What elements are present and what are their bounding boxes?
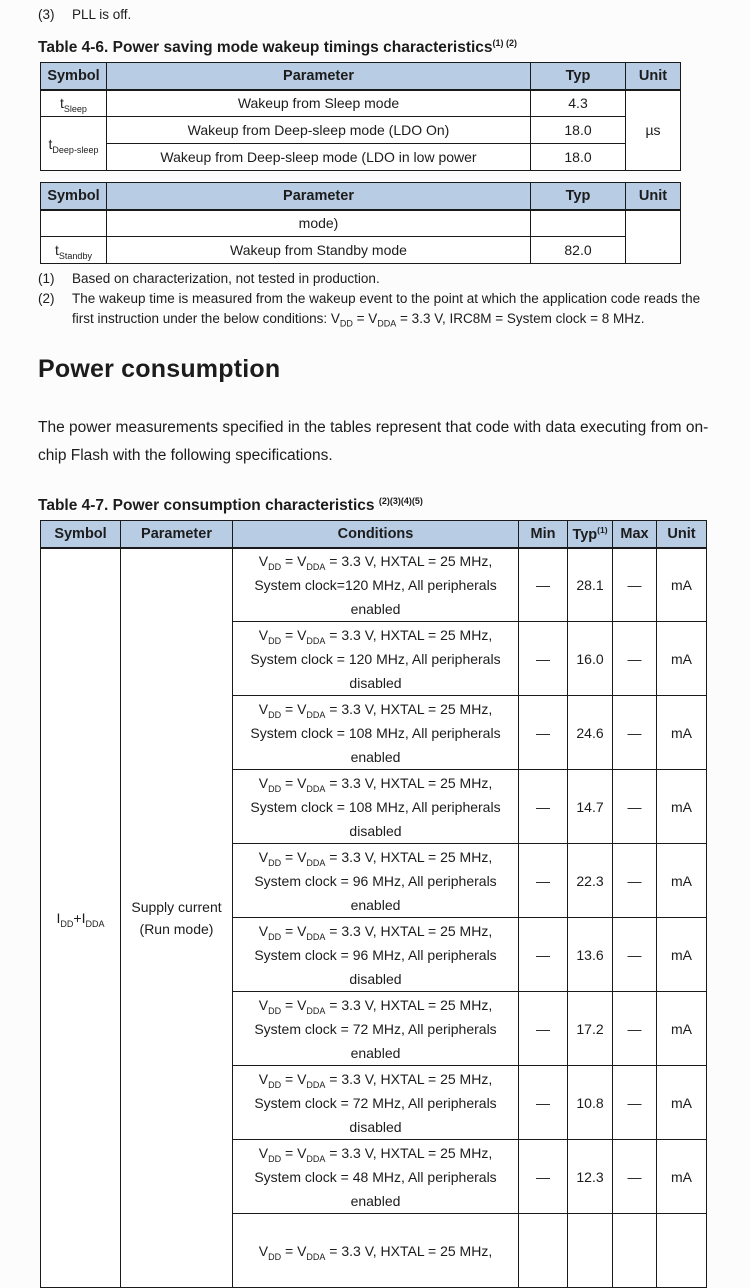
typ-cell: 12.3 [568,1140,613,1214]
note-number: (3) [38,7,55,22]
footnotes [38,269,712,329]
table-header-row [41,521,707,548]
footnote-2 [38,289,712,329]
max-cell: — [613,918,657,992]
typ-cell: 16.0 [568,622,613,696]
unit-cell: mA [657,1066,707,1140]
min-cell: — [519,548,568,622]
unit-cell: mA [657,696,707,770]
typ-cell: 18.0 [531,144,626,171]
conditions-cell: $V_{DD} = V_{DDA} = 3.3$ V, HXTAL = 25 MHz, System clock = 72 MHz, All peripherals enabled [233,992,519,1066]
typ-cell: 24.6 [568,696,613,770]
table-row [41,548,707,622]
table-4-7-title-footnote-refs: (2)(3)(4)(5) [378,496,423,507]
parameter-cell: mode) [107,210,531,237]
min-cell: — [519,770,568,844]
footnote-number: (1) [38,271,55,287]
note-pll-off [38,6,712,24]
table-4-6-continued [40,182,681,264]
unit-cell: mA [657,992,707,1066]
conditions-cell: $V_{DD} = V_{DDA} = 3.3$ V, HXTAL = 25 MHz, System clock = 108 MHz, All peripherals enabled [233,696,519,770]
conditions-cell: $V_{DD} = V_{DDA} = 3.3$ V, HXTAL = 25 MHz, System clock = 96 MHz, All peripherals enabled [233,844,519,918]
conditions-cell: $V_{DD} = V_{DDA} = 3.3$ V, HXTAL = 25 MHz, System clock = 108 MHz, All peripherals disabled [233,770,519,844]
typ-cell: 18.0 [531,117,626,144]
unit-cell: mA [657,548,707,622]
min-cell: — [519,918,568,992]
table-4-6 [40,62,681,171]
unit-cell: µs [626,90,681,171]
max-cell: — [613,992,657,1066]
unit-cell: mA [657,918,707,992]
typ-cell: 17.2 [568,992,613,1066]
min-cell [519,1214,568,1288]
min-cell: — [519,696,568,770]
table-row [41,210,681,237]
table-4-6-title-footnote-refs: (1) (2) [492,38,518,48]
conditions-cell: $V_{DD} = V_{DDA} = 3.3$ V, HXTAL = 25 MHz, System clock = 72 MHz, All peripherals disabled [233,1066,519,1140]
typ-cell: 10.8 [568,1066,613,1140]
max-cell: — [613,770,657,844]
footnote-text: Based on characterization, not tested in production. [72,271,380,287]
table-4-7 [40,520,707,1288]
max-cell: — [613,1140,657,1214]
max-cell: — [613,622,657,696]
conditions-cell: $V_{DD} = V_{DDA} = 3.3$ V, HXTAL = 25 MHz, System clock = 96 MHz, All peripherals disabled [233,918,519,992]
unit-cell [626,210,681,264]
conditions-cell: $V_{DD} = V_{DDA} = 3.3$ V, HXTAL = 25 MHz, [233,1214,519,1288]
min-cell: — [519,1066,568,1140]
column-header-typ: Typ [531,183,626,210]
column-header-symbol: Symbol [41,63,107,90]
note-text: PLL is off. [72,7,132,22]
conditions-cell: $V_{DD} = V_{DDA} = 3.3$ V, HXTAL = 25 MHz, System clock=120 MHz, All peripherals enabled [233,548,519,622]
parameter-cell: Wakeup from Deep-sleep mode (LDO in low power [107,144,531,171]
column-header-min: Min [519,521,568,548]
symbol-cell: $I_{DD}+I_{DDA}$ [41,548,121,1288]
max-cell: — [613,696,657,770]
table-4-7-title: Table 4-7. Power consumption characteristics $^{(2)(3)(4)(5)}$ [38,496,423,515]
column-header-typ: Typ$^{(1)}$ [568,521,613,548]
max-cell: — [613,1066,657,1140]
column-header-unit: Unit [626,63,681,90]
max-cell [613,1214,657,1288]
table-row [41,117,681,144]
conditions-cell: $V_{DD} = V_{DDA} = 3.3$ V, HXTAL = 25 MHz, System clock = 120 MHz, All peripherals disabled [233,622,519,696]
parameter-cell: Wakeup from Sleep mode [107,90,531,117]
table-row [41,90,681,117]
typ-cell: 4.3 [531,90,626,117]
column-header-unit: Unit [626,183,681,210]
column-header-conditions: Conditions [233,521,519,548]
typ-cell: 82.0 [531,237,626,264]
unit-cell: mA [657,844,707,918]
symbol-cell: $t_{Standby}$ [41,237,107,264]
max-cell: — [613,548,657,622]
column-header-symbol: Symbol [41,183,107,210]
symbol-cell: $t_{Sleep}$ [41,90,107,117]
typ-cell: 28.1 [568,548,613,622]
typ-cell [568,1214,613,1288]
column-header-parameter: Parameter [107,183,531,210]
column-header-max: Max [613,521,657,548]
min-cell: — [519,622,568,696]
parameter-cell: Supply current (Run mode) [121,548,233,1288]
column-header-parameter: Parameter [121,521,233,548]
table-header-row [41,183,681,210]
table-row [41,237,681,264]
typ-cell: 13.6 [568,918,613,992]
column-header-typ: Typ [531,63,626,90]
footnote-text: The wakeup time is measured from the wakeup event to the point at which the application code reads the first instruction under the below conditions: $V_{DD} = V_{DDA} = 3.3$ V, IRC8M = System clock = 8 MHz. [72,291,701,329]
unit-cell: mA [657,1140,707,1214]
symbol-cell: $t_{Deep-sleep}$ [41,117,107,171]
min-cell: — [519,844,568,918]
min-cell: — [519,992,568,1066]
conditions-cell: $V_{DD} = V_{DDA} = 3.3$ V, HXTAL = 25 MHz, System clock = 48 MHz, All peripherals enabled [233,1140,519,1214]
typ-cell: 14.7 [568,770,613,844]
table-row [41,144,681,171]
column-header-symbol: Symbol [41,521,121,548]
power-consumption-intro: The power measurements specified in the tables represent that code with data executing from on-chip Flash with the following specifications. [38,419,709,465]
symbol-cell [41,210,107,237]
table-header-row [41,63,681,90]
min-cell: — [519,1140,568,1214]
unit-cell: mA [657,622,707,696]
parameter-cell: Wakeup from Deep-sleep mode (LDO On) [107,117,531,144]
footnote-number: (2) [38,291,55,307]
max-cell: — [613,844,657,918]
typ-cell: 22.3 [568,844,613,918]
column-header-unit: Unit [657,521,707,548]
section-heading-power-consumption: Power consumption [38,355,281,384]
unit-cell: mA [657,770,707,844]
footnote-1 [38,269,712,289]
unit-cell [657,1214,707,1288]
table-4-6-title: Table 4-6. Power saving mode wakeup timings characteristics$^{(1) (2)}$ [38,38,518,57]
column-header-parameter: Parameter [107,63,531,90]
parameter-cell: Wakeup from Standby mode [107,237,531,264]
typ-cell [531,210,626,237]
